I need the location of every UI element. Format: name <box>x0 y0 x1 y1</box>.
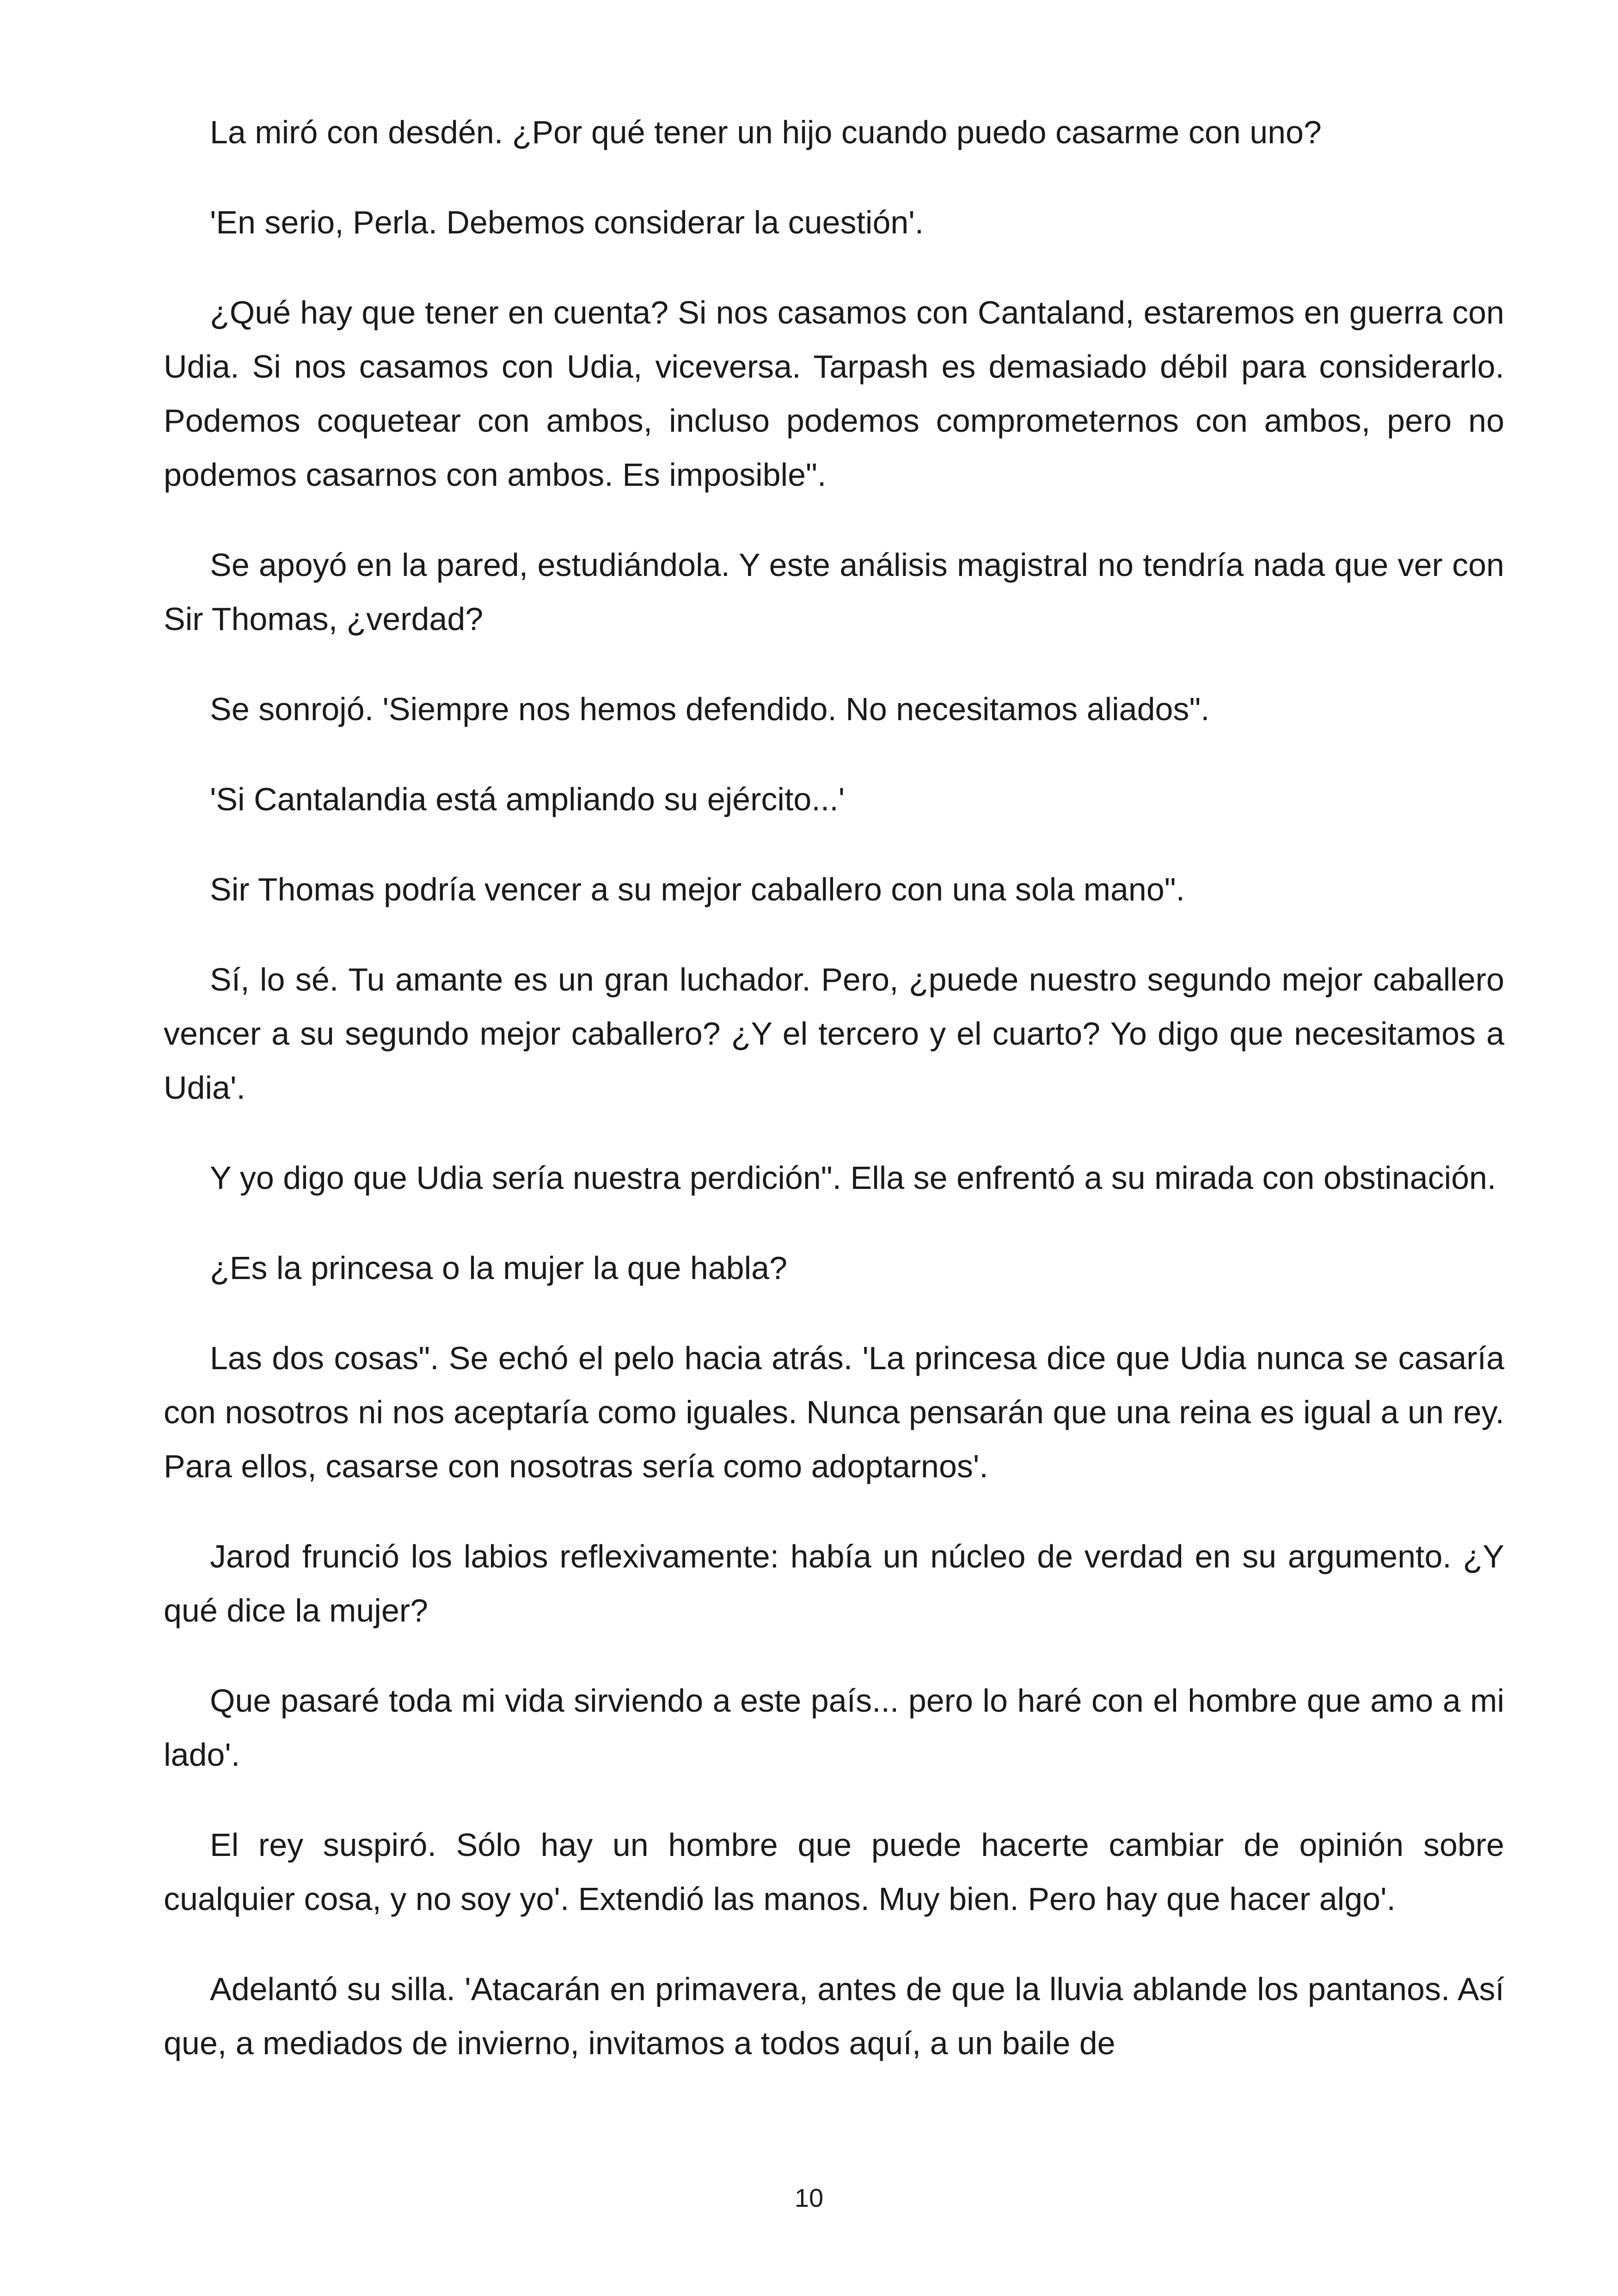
paragraph: Que pasaré toda mi vida sirviendo a este país... pero lo haré con el hombre que amo a mi lado'. <box>164 1683 1504 1773</box>
paragraph: Sir Thomas podría vencer a su mejor caballero con una sola mano". <box>210 871 1185 907</box>
paragraph: Jarod frunció los labios reflexivamente: había un núcleo de verdad en su argumento. ¿Y qué dice la mujer? <box>164 1538 1504 1629</box>
paragraph: Adelantó su silla. 'Atacarán en primavera, antes de que la lluvia ablande los pantanos. Así que, a mediados de invierno, invitamos a todos aquí, a un baile de <box>164 1971 1504 2061</box>
paragraph: Se apoyó en la pared, estudiándola. Y este análisis magistral no tendría nada que ver con Sir Thomas, ¿verdad? <box>164 547 1504 637</box>
paragraph: Y yo digo que Udia sería nuestra perdición". Ella se enfrentó a su mirada con obstinación. <box>210 1160 1496 1196</box>
paragraph: Sí, lo sé. Tu amante es un gran luchador. Pero, ¿puede nuestro segundo mejor caballero vencer a su segundo mejor caballero? ¿Y el tercero y el cuarto? Yo digo que necesitamos a Udia'. <box>164 961 1504 1106</box>
body-text <box>164 105 1504 2106</box>
paragraph: ¿Qué hay que tener en cuenta? Si nos casamos con Cantaland, estaremos en guerra con Udia. Si nos casamos con Udia, viceversa. Tarpash es demasiado débil para considerarlo. Podemos coquetear con ambos, incluso podemos comprometernos con ambos, pero no podemos casarnos con ambos. Es imposible". <box>164 294 1504 493</box>
paragraph: Se sonrojó. 'Siempre nos hemos defendido. No necesitamos aliados". <box>210 691 1210 727</box>
paragraph: La miró con desdén. ¿Por qué tener un hijo cuando puedo casarme con uno? <box>210 114 1322 150</box>
page-number: 10 <box>794 2183 824 2212</box>
paragraph: ¿Es la princesa o la mujer la que habla? <box>210 1250 788 1286</box>
paragraph: Las dos cosas". Se echó el pelo hacia atrás. 'La princesa dice que Udia nunca se casaría con nosotros ni nos aceptaría como iguales. Nunca pensarán que una reina es igual a un rey. Para ellos, casarse con nosotras sería como adoptarnos'. <box>164 1340 1504 1484</box>
paragraph: El rey suspiró. Sólo hay un hombre que puede hacerte cambiar de opinión sobre cualquier cosa, y no soy yo'. Extendió las manos. Muy bien. Pero hay que hacer algo'. <box>164 1827 1504 1917</box>
paragraph: 'Si Cantalandia está ampliando su ejército...' <box>210 781 845 817</box>
paragraph: 'En serio, Perla. Debemos considerar la cuestión'. <box>210 204 924 240</box>
